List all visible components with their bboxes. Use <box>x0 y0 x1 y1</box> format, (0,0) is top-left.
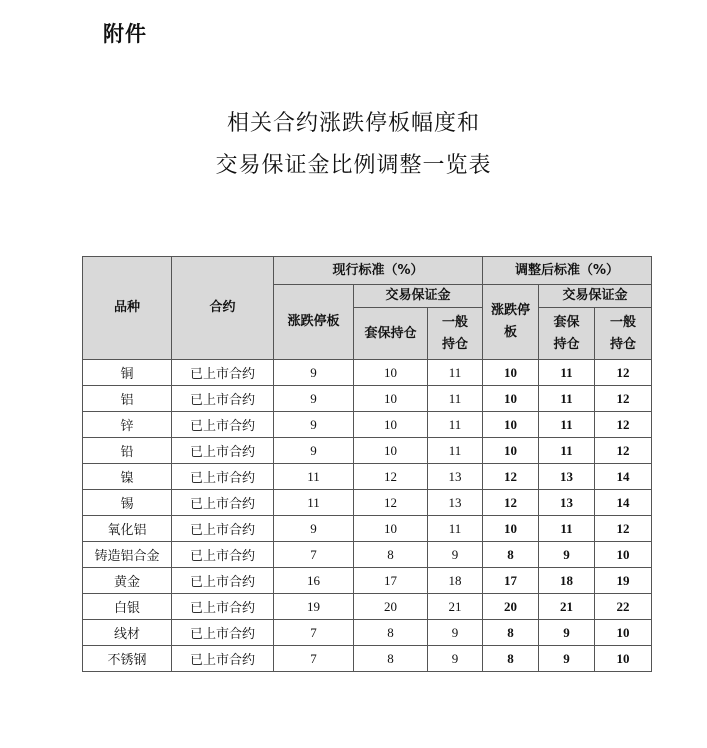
table-row <box>83 516 652 542</box>
cell-current-hedge-margin: 12 <box>354 490 428 516</box>
cell-current-hedge-margin: 8 <box>354 646 428 672</box>
cell-variety: 锡 <box>83 490 172 516</box>
table-header <box>83 257 652 360</box>
cell-adjusted-price-limit: 12 <box>483 464 539 490</box>
cell-contract: 已上市合约 <box>172 490 274 516</box>
cell-adjusted-general-margin: 12 <box>595 386 652 412</box>
cell-adjusted-general-margin: 14 <box>595 490 652 516</box>
cell-adjusted-hedge-margin: 9 <box>539 646 595 672</box>
header-current-standard: 现行标准（%） <box>274 257 483 285</box>
cell-variety: 黄金 <box>83 568 172 594</box>
cell-current-price-limit: 9 <box>274 438 354 464</box>
cell-variety: 镍 <box>83 464 172 490</box>
cell-variety: 线材 <box>83 620 172 646</box>
cell-adjusted-hedge-margin: 9 <box>539 542 595 568</box>
cell-contract: 已上市合约 <box>172 646 274 672</box>
table-row <box>83 490 652 516</box>
cell-current-hedge-margin: 10 <box>354 360 428 386</box>
table-row <box>83 620 652 646</box>
cell-current-general-margin: 18 <box>428 568 483 594</box>
header-adjusted-standard: 调整后标准（%） <box>483 257 652 285</box>
cell-current-hedge-margin: 8 <box>354 620 428 646</box>
cell-current-hedge-margin: 8 <box>354 542 428 568</box>
cell-adjusted-general-margin: 12 <box>595 360 652 386</box>
cell-current-hedge-margin: 10 <box>354 438 428 464</box>
cell-current-price-limit: 11 <box>274 490 354 516</box>
attachment-label: 附件 <box>103 22 147 46</box>
cell-adjusted-general-margin: 22 <box>595 594 652 620</box>
cell-current-general-margin: 13 <box>428 490 483 516</box>
cell-adjusted-hedge-margin: 11 <box>539 386 595 412</box>
cell-adjusted-price-limit: 10 <box>483 360 539 386</box>
cell-variety: 铸造铝合金 <box>83 542 172 568</box>
cell-adjusted-hedge-margin: 11 <box>539 516 595 542</box>
cell-current-price-limit: 7 <box>274 620 354 646</box>
cell-current-general-margin: 9 <box>428 646 483 672</box>
cell-contract: 已上市合约 <box>172 620 274 646</box>
document-title-line-2: 交易保证金比例调整一览表 <box>215 153 492 178</box>
cell-current-hedge-margin: 10 <box>354 412 428 438</box>
cell-contract: 已上市合约 <box>172 568 274 594</box>
cell-adjusted-general-margin: 12 <box>595 412 652 438</box>
cell-adjusted-price-limit: 20 <box>483 594 539 620</box>
adjustment-table <box>82 256 652 672</box>
cell-current-general-margin: 9 <box>428 542 483 568</box>
cell-adjusted-price-limit: 10 <box>483 412 539 438</box>
table-row <box>83 594 652 620</box>
cell-current-hedge-margin: 10 <box>354 386 428 412</box>
cell-adjusted-hedge-margin: 13 <box>539 490 595 516</box>
header-variety: 品种 <box>83 257 172 360</box>
cell-variety: 铅 <box>83 438 172 464</box>
cell-adjusted-hedge-margin: 18 <box>539 568 595 594</box>
cell-current-price-limit: 7 <box>274 542 354 568</box>
cell-current-hedge-margin: 20 <box>354 594 428 620</box>
cell-adjusted-general-margin: 14 <box>595 464 652 490</box>
cell-current-general-margin: 11 <box>428 386 483 412</box>
cell-adjusted-general-margin: 12 <box>595 438 652 464</box>
cell-current-price-limit: 9 <box>274 360 354 386</box>
cell-contract: 已上市合约 <box>172 542 274 568</box>
cell-contract: 已上市合约 <box>172 386 274 412</box>
table-row <box>83 542 652 568</box>
cell-current-general-margin: 21 <box>428 594 483 620</box>
cell-adjusted-general-margin: 12 <box>595 516 652 542</box>
cell-adjusted-price-limit: 8 <box>483 646 539 672</box>
cell-contract: 已上市合约 <box>172 464 274 490</box>
cell-variety: 不锈钢 <box>83 646 172 672</box>
header-price-limit: 涨跌停板 <box>274 285 354 360</box>
cell-variety: 锌 <box>83 412 172 438</box>
cell-variety: 铜 <box>83 360 172 386</box>
header-hedge: 套保持仓 <box>354 308 428 360</box>
cell-adjusted-hedge-margin: 9 <box>539 620 595 646</box>
cell-adjusted-general-margin: 10 <box>595 620 652 646</box>
cell-adjusted-price-limit: 8 <box>483 542 539 568</box>
cell-current-general-margin: 11 <box>428 412 483 438</box>
header-price-limit-adjusted: 涨跌停板 <box>483 285 539 360</box>
cell-current-general-margin: 9 <box>428 620 483 646</box>
cell-adjusted-price-limit: 10 <box>483 516 539 542</box>
table-row <box>83 412 652 438</box>
cell-adjusted-hedge-margin: 13 <box>539 464 595 490</box>
cell-current-price-limit: 9 <box>274 412 354 438</box>
table-body <box>83 360 652 672</box>
cell-current-price-limit: 16 <box>274 568 354 594</box>
cell-contract: 已上市合约 <box>172 594 274 620</box>
cell-adjusted-price-limit: 17 <box>483 568 539 594</box>
cell-current-price-limit: 11 <box>274 464 354 490</box>
cell-current-hedge-margin: 12 <box>354 464 428 490</box>
header-margin: 交易保证金 <box>354 285 483 308</box>
cell-current-hedge-margin: 10 <box>354 516 428 542</box>
cell-adjusted-price-limit: 8 <box>483 620 539 646</box>
cell-current-price-limit: 9 <box>274 386 354 412</box>
header-contract: 合约 <box>172 257 274 360</box>
cell-adjusted-hedge-margin: 11 <box>539 438 595 464</box>
cell-contract: 已上市合约 <box>172 412 274 438</box>
table-row <box>83 438 652 464</box>
cell-current-general-margin: 11 <box>428 360 483 386</box>
table-row <box>83 646 652 672</box>
cell-contract: 已上市合约 <box>172 516 274 542</box>
cell-adjusted-hedge-margin: 21 <box>539 594 595 620</box>
cell-adjusted-price-limit: 10 <box>483 386 539 412</box>
document-title-line-1: 相关合约涨跌停板幅度和 <box>226 111 480 136</box>
cell-variety: 氧化铝 <box>83 516 172 542</box>
cell-current-hedge-margin: 17 <box>354 568 428 594</box>
cell-adjusted-price-limit: 10 <box>483 438 539 464</box>
cell-adjusted-general-margin: 10 <box>595 542 652 568</box>
cell-variety: 白银 <box>83 594 172 620</box>
cell-variety: 铝 <box>83 386 172 412</box>
cell-current-price-limit: 9 <box>274 516 354 542</box>
cell-adjusted-hedge-margin: 11 <box>539 360 595 386</box>
cell-current-general-margin: 13 <box>428 464 483 490</box>
header-margin-adjusted: 交易保证金 <box>539 285 652 308</box>
table-row <box>83 386 652 412</box>
cell-current-general-margin: 11 <box>428 438 483 464</box>
cell-contract: 已上市合约 <box>172 360 274 386</box>
table-row <box>83 464 652 490</box>
cell-adjusted-general-margin: 10 <box>595 646 652 672</box>
table-row <box>83 568 652 594</box>
cell-current-price-limit: 19 <box>274 594 354 620</box>
cell-adjusted-hedge-margin: 11 <box>539 412 595 438</box>
header-general: 一般持仓 <box>428 308 483 360</box>
header-hedge-adjusted: 套保持仓 <box>539 308 595 360</box>
cell-adjusted-general-margin: 19 <box>595 568 652 594</box>
cell-current-general-margin: 11 <box>428 516 483 542</box>
cell-current-price-limit: 7 <box>274 646 354 672</box>
cell-contract: 已上市合约 <box>172 438 274 464</box>
header-general-adjusted: 一般持仓 <box>595 308 652 360</box>
cell-adjusted-price-limit: 12 <box>483 490 539 516</box>
table-row <box>83 360 652 386</box>
